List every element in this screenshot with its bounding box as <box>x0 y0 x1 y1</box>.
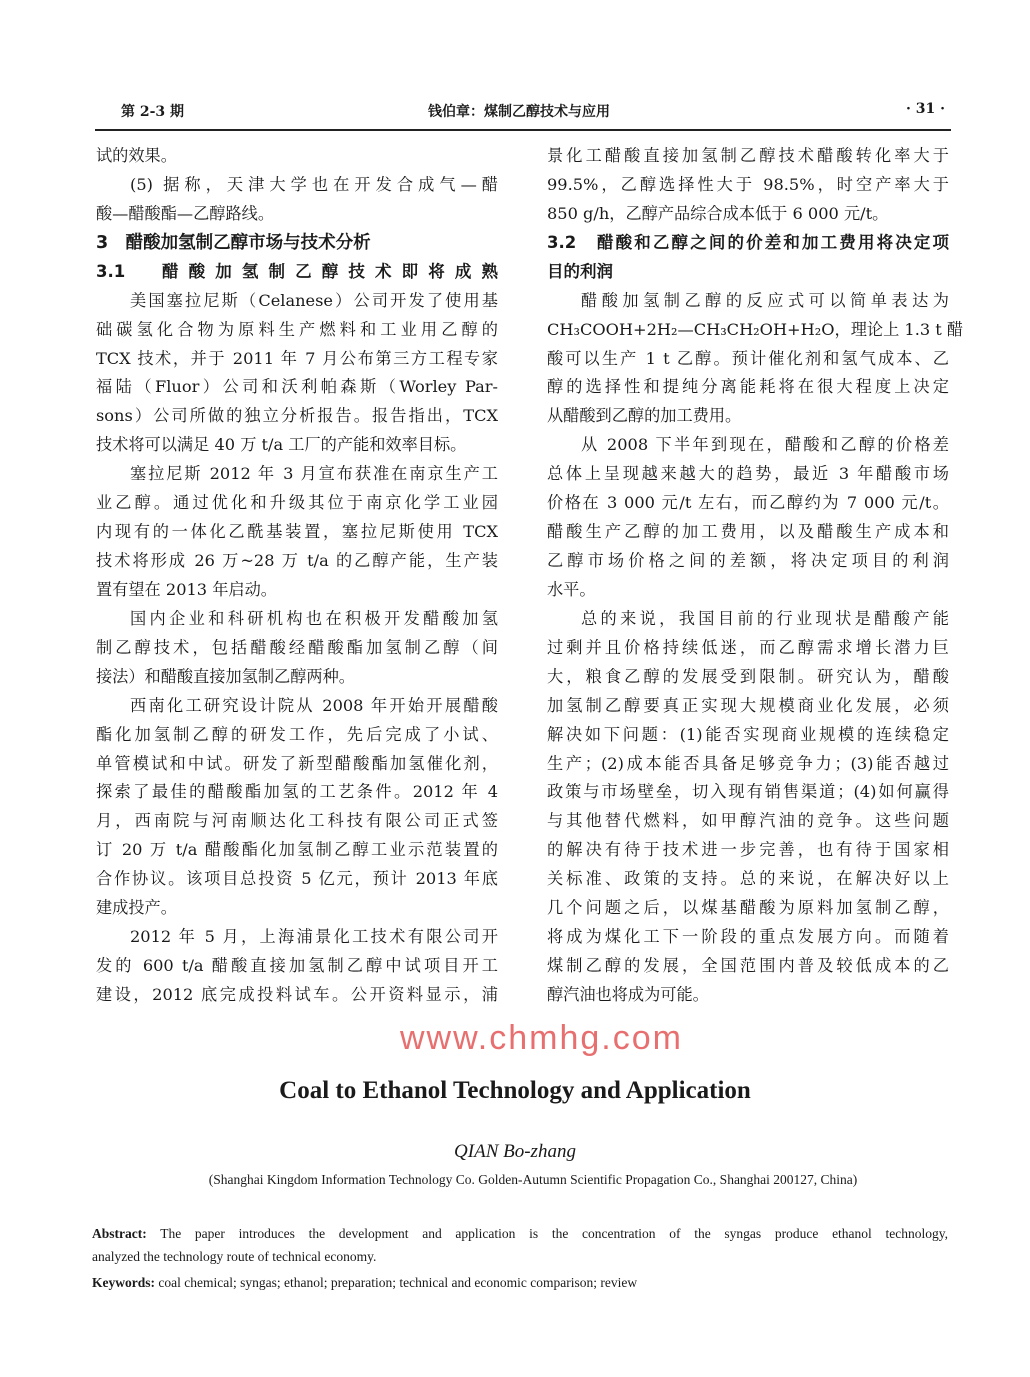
text-line: 将成为煤化工下一阶段的重点发展方向。而随着 <box>547 927 949 947</box>
text-line: 内现有的一体化乙酰基装置，塞拉尼斯使用 TCX <box>96 522 498 542</box>
text-line: 的解决有待于技术进一步完善，也有待于国家相 <box>547 840 949 860</box>
text-line: 醇的选择性和提纯分离能耗将在很大程度上决定 <box>547 377 949 397</box>
text-line: 大，粮食乙醇的发展受到限制。研究认为，醋酸 <box>547 666 949 686</box>
text-line: 业乙醇。通过优化和升级其位于南京化学工业园 <box>96 493 498 513</box>
section-heading: 目的利润 <box>547 261 613 281</box>
text-line: 酸—醋酸酯—乙醇路线。 <box>96 203 275 223</box>
text-line: 850 g/h，乙醇产品综合成本低于 6 000 元/t。 <box>547 203 889 223</box>
text-line: 景化工醋酸直接加氢制乙醇技术醋酸转化率大于 <box>547 146 949 165</box>
watermark: www.chmhg.com <box>400 1019 683 1057</box>
abstract-text-line1: The paper introduces the development and application is the concentration of the syngas produce ethanol technology, <box>160 1226 948 1241</box>
keywords-text: coal chemical; syngas; ethanol; preparation; technical and economic comparison; review <box>158 1275 638 1290</box>
text-line: 础碳氢化合物为原料生产燃料和工业用乙醇的 <box>96 319 498 339</box>
text-line: 煤制乙醇的发展，全国范围内普及较低成本的乙 <box>547 956 949 976</box>
issue-number: 第 2-3 期 <box>121 104 185 120</box>
text-line: 建设，2012 底完成投料试车。公开资料显示，浦 <box>96 984 498 1004</box>
text-line: 酸可以生产 1 t 乙醇。预计催化剂和氢气成本、乙 <box>547 348 949 368</box>
abstract-label: Abstract: <box>92 1226 147 1241</box>
text-line: 西南化工研究设计院从 2008 年开始开展醋酸 <box>130 695 498 715</box>
text-line: 从醋酸到乙醇的加工费用。 <box>547 406 742 426</box>
text-line: 总的来说，我国目前的行业现状是醋酸产能 <box>581 608 949 628</box>
section-heading: 3.2 醋酸和乙醇之间的价差和加工费用将决定项 <box>547 232 949 252</box>
text-line: 政策与市场壁垒，切入现有销售渠道；(4)如何赢得 <box>547 782 949 802</box>
text-line: 解决如下问题：(1)能否实现商业规模的连续稳定 <box>547 724 949 744</box>
text-line: (5) 据称，天津大学也在开发合成气—醋 <box>130 174 498 194</box>
text-line: 酯化加氢制乙醇的研发工作，先后完成了小试、 <box>96 724 498 744</box>
text-line: 合作协议。该项目总投资 5 亿元，预计 2013 年底 <box>96 869 498 889</box>
text-line: 2012 年 5 月，上海浦景化工技术有限公司开 <box>130 927 498 947</box>
text-line: 加氢制乙醇要真正实现大规模商业化发展，必须 <box>547 695 949 715</box>
english-title: Coal to Ethanol Technology and Application <box>279 1077 751 1104</box>
text-line: 技术将可以满足 40 万 t/a 工厂的产能和效率目标。 <box>96 435 467 455</box>
english-affiliation: (Shanghai Kingdom Information Technology Co. Golden-Autumn Scientific Propagation Co., Shanghai 200127, China) <box>208 1172 858 1187</box>
text-line: 塞拉尼斯 2012 年 3 月宣布获准在南京生产工 <box>130 464 498 484</box>
running-title: 钱伯章：煤制乙醇技术与应用 <box>428 104 610 120</box>
text-line: 几个问题之后，以煤基醋酸为原料加氢制乙醇， <box>547 898 949 918</box>
text-line: 发的 600 t/a 醋酸直接加氢制乙醇中试项目开工 <box>96 956 498 976</box>
text-line: 生产；(2)成本能否具备足够竞争力；(3)能否越过 <box>547 753 949 773</box>
text-line: 从 2008 下半年到现在，醋酸和乙醇的价格差 <box>581 435 949 455</box>
text-line: sons）公司所做的独立分析报告。报告指出，TCX <box>96 406 498 426</box>
text-line: 单管模试和中试。研发了新型醋酸酯加氢催化剂， <box>96 753 498 773</box>
text-line: 乙醇市场价格之间的差额，将决定项目的利润 <box>547 551 949 571</box>
keywords-label: Keywords: <box>92 1275 155 1290</box>
text-line: 技术将形成 26 万~28 万 t/a 的乙醇产能，生产装 <box>96 551 498 571</box>
text-line: 关标准、政策的支持。总的来说，在解决好以上 <box>547 869 949 889</box>
text-line: 国内企业和科研机构也在积极开发醋酸加氢 <box>130 608 498 628</box>
text-line: 过剩并且价格持续低迷，而乙醇需求增长潜力巨 <box>547 637 949 657</box>
abstract-text-line2: analyzed the technology route of technical economy. <box>92 1249 377 1264</box>
text-line: 建成投产。 <box>96 898 177 918</box>
abstract <box>92 1222 948 1268</box>
text-line: 福陆（Fluor）公司和沃利帕森斯（Worley Par- <box>96 377 498 397</box>
text-line: TCX 技术，并于 2011 年 7 月公布第三方工程专家 <box>96 348 498 368</box>
text-line: 制乙醇技术，包括醋酸经醋酸酯加氢制乙醇（间 <box>96 637 498 657</box>
text-line: CH₃COOH+2H₂—CH₃CH₂OH+H₂O，理论上 1.3 t 醋 <box>547 319 964 339</box>
text-line: 醋酸生产乙醇的加工费用，以及醋酸生产成本和 <box>547 522 949 542</box>
text-line: 价格在 3 000 元/t 左右，而乙醇约为 7 000 元/t。 <box>547 493 949 513</box>
text-line: 醇汽油也将成为可能。 <box>547 984 709 1004</box>
keywords <box>92 1271 948 1294</box>
text-line: 探索了最佳的醋酸酯加氢的工艺条件。2012 年 4 <box>96 782 498 802</box>
section-heading: 3 醋酸加氢制乙醇市场与技术分析 <box>96 232 371 253</box>
text-line: 置有望在 2013 年启动。 <box>96 579 277 599</box>
text-line: 美国塞拉尼斯（Celanese）公司开发了使用基 <box>130 290 498 310</box>
text-line: 月，西南院与河南顺达化工科技有限公司正式签 <box>96 811 498 831</box>
english-author: QIAN Bo-zhang <box>454 1141 576 1162</box>
text-line: 99.5%，乙醇选择性大于 98.5%，时空产率大于 <box>547 174 949 194</box>
header-rule <box>95 129 951 131</box>
text-line: 订 20 万 t/a 醋酸酯化加氢制乙醇工业示范装置的 <box>96 840 498 860</box>
section-heading: 3.1 醋酸加氢制乙醇技术即将成熟 <box>96 261 498 281</box>
text-line: 水平。 <box>547 579 596 599</box>
text-line: 试的效果。 <box>96 146 177 165</box>
text-line: 接法）和醋酸直接加氢制乙醇两种。 <box>96 666 355 686</box>
text-line: 与其他替代燃料，如甲醇汽油的竞争。这些问题 <box>547 811 949 831</box>
text-line: 醋酸加氢制乙醇的反应式可以简单表达为 <box>581 290 949 310</box>
page-number: · 31 · <box>906 101 945 117</box>
text-line: 总体上呈现越来越大的趋势，最近 3 年醋酸市场 <box>547 464 949 484</box>
